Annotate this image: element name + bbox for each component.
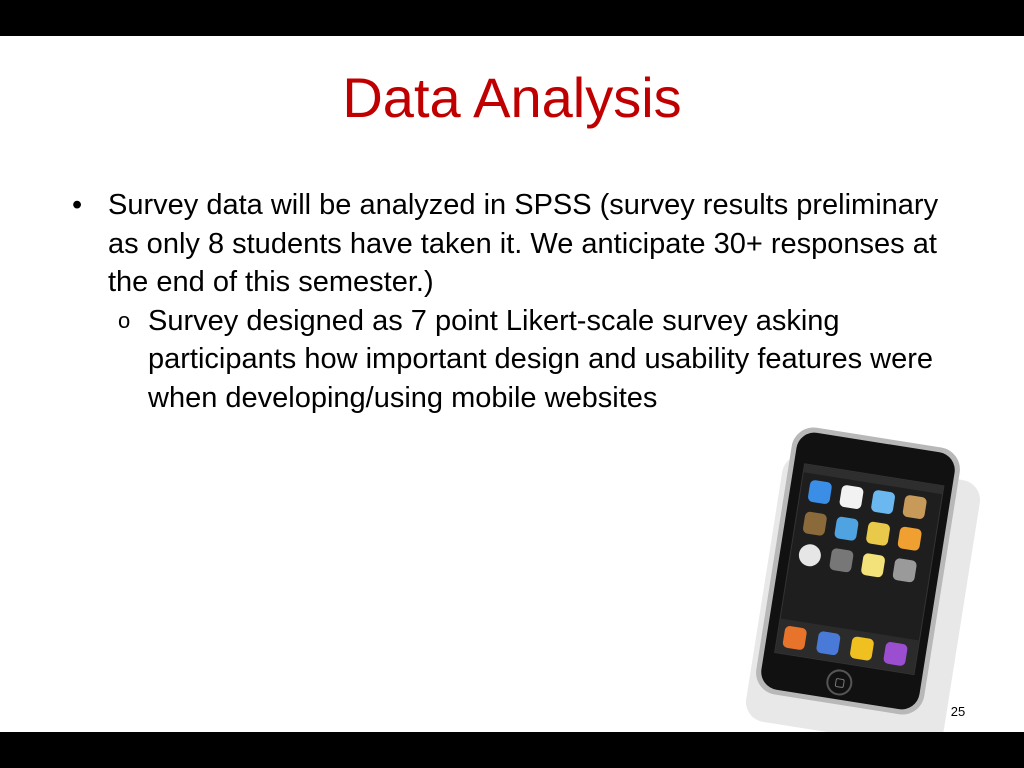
app-icon <box>902 494 927 519</box>
device-face <box>759 430 958 712</box>
dock-icon <box>883 641 908 666</box>
app-icon <box>807 479 832 504</box>
dock-icon <box>782 625 807 650</box>
app-icon <box>892 558 917 583</box>
app-dock <box>775 618 919 673</box>
top-letterbox-bar <box>0 0 1024 36</box>
app-icon <box>834 516 859 541</box>
ipod-touch-image <box>755 426 985 732</box>
dock-icon <box>849 636 874 661</box>
app-icon <box>897 526 922 551</box>
sub-bullet-item <box>70 302 970 418</box>
slide-number: 25 <box>950 704 966 719</box>
slide-title: Data Analysis <box>342 66 682 129</box>
dock-icon <box>816 631 841 656</box>
home-button <box>824 668 854 698</box>
app-icon <box>802 511 827 536</box>
bullet-marker: • <box>72 189 83 221</box>
slide <box>0 36 1024 732</box>
home-square-icon <box>835 678 845 688</box>
sub-bullet-text: Survey designed as 7 point Likert-scale survey asking participants how important design and usability features were when developing/using mobile websites <box>148 304 934 414</box>
app-icon <box>797 543 822 568</box>
bottom-letterbox-bar <box>0 732 1024 768</box>
app-icon <box>871 489 896 514</box>
app-icon <box>865 521 890 546</box>
app-icon <box>829 548 854 573</box>
bullet-list <box>70 186 970 417</box>
app-icon <box>839 484 864 509</box>
bullet-item <box>70 186 970 302</box>
app-icon <box>860 553 885 578</box>
sub-bullet-marker: o <box>118 307 131 333</box>
device-screen <box>774 463 944 675</box>
bullet-text: Survey data will be analyzed in SPSS (survey results preliminary as only 8 students have taken it. We anticipate 30+ responses at the end of this semester.) <box>108 189 939 298</box>
